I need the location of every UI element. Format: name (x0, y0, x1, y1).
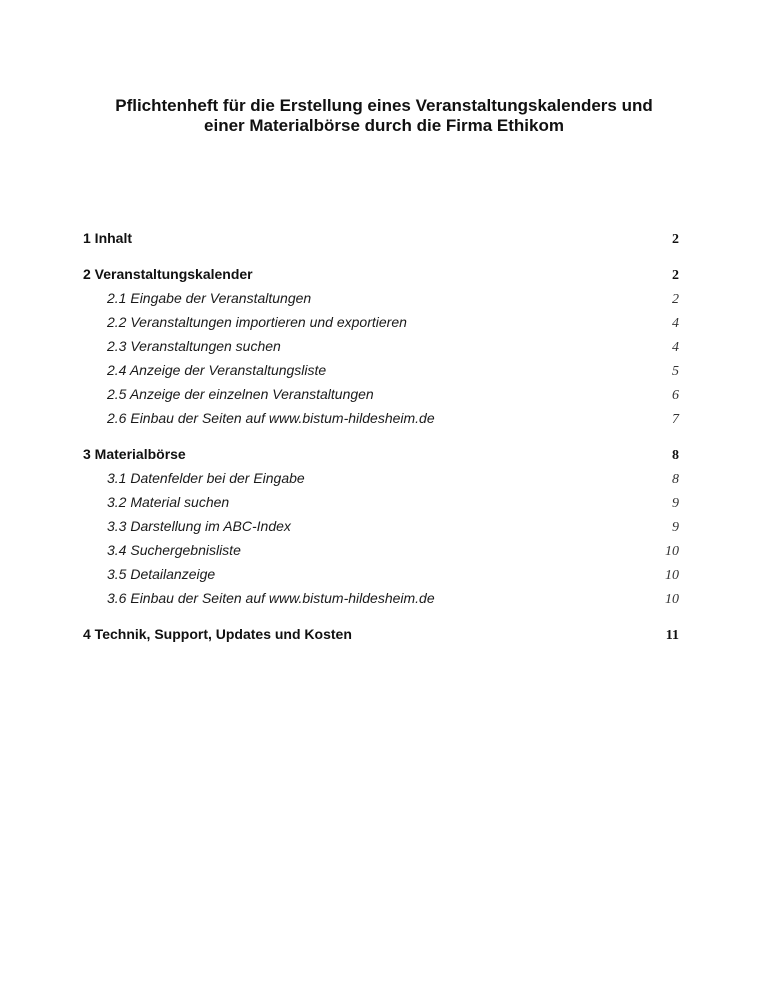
toc-entry-label: 2.2 Veranstaltungen importieren und exportieren (107, 314, 407, 330)
toc-entry-label: 2 Veranstaltungskalender (83, 266, 253, 282)
toc-entry-2-5[interactable] (83, 386, 679, 410)
table-of-contents (83, 230, 679, 650)
toc-entry-label: 2.5 Anzeige der einzelnen Veranstaltungen (107, 386, 374, 402)
toc-entry-label: 2.6 Einbau der Seiten auf www.bistum-hildesheim.de (107, 410, 435, 426)
toc-entry-page: 9 (672, 496, 679, 511)
toc-entry-1[interactable] (83, 230, 679, 254)
toc-entry-page: 2 (672, 292, 679, 307)
toc-entry-3-2[interactable] (83, 494, 679, 518)
toc-entry-page: 6 (672, 388, 679, 403)
toc-entry-4[interactable] (83, 626, 679, 650)
toc-entry-3-4[interactable] (83, 542, 679, 566)
toc-entry-label: 3.3 Darstellung im ABC-Index (107, 518, 291, 534)
toc-entry-2-2[interactable] (83, 314, 679, 338)
document-title (60, 96, 708, 136)
toc-entry-label: 2.3 Veranstaltungen suchen (107, 338, 281, 354)
toc-entry-3-5[interactable] (83, 566, 679, 590)
toc-entry-page: 8 (672, 472, 679, 487)
title-line-2: einer Materialbörse durch die Firma Ethikom (204, 116, 564, 135)
toc-entry-2-6[interactable] (83, 410, 679, 434)
toc-entry-2[interactable] (83, 266, 679, 290)
toc-entry-label: 3.6 Einbau der Seiten auf www.bistum-hildesheim.de (107, 590, 435, 606)
toc-entry-page: 10 (665, 544, 679, 559)
toc-entry-label: 3.1 Datenfelder bei der Eingabe (107, 470, 305, 486)
toc-entry-page: 4 (672, 340, 679, 355)
toc-entry-2-3[interactable] (83, 338, 679, 362)
toc-entry-page: 5 (672, 364, 679, 379)
toc-entry-3-1[interactable] (83, 470, 679, 494)
toc-entry-3[interactable] (83, 446, 679, 470)
toc-entry-page: 10 (665, 592, 679, 607)
toc-entry-page: 8 (672, 448, 679, 463)
toc-entry-2-4[interactable] (83, 362, 679, 386)
toc-entry-label: 2.1 Eingabe der Veranstaltungen (107, 290, 312, 306)
toc-entry-label: 4 Technik, Support, Updates und Kosten (83, 626, 352, 642)
toc-entry-label: 3.4 Suchergebnisliste (107, 542, 241, 558)
toc-entry-label: 3 Materialbörse (83, 446, 186, 462)
toc-entry-label: 3.2 Material suchen (107, 494, 230, 510)
title-line-1: Pflichtenheft für die Erstellung eines Veranstaltungskalenders und (115, 96, 653, 115)
toc-entry-label: 3.5 Detailanzeige (107, 566, 216, 582)
toc-entry-3-3[interactable] (83, 518, 679, 542)
toc-entry-page: 2 (672, 268, 679, 283)
toc-entry-page: 4 (672, 316, 679, 331)
toc-entry-page: 7 (672, 412, 679, 427)
toc-entry-label: 2.4 Anzeige der Veranstaltungsliste (107, 362, 327, 378)
toc-entry-3-6[interactable] (83, 590, 679, 614)
toc-entry-2-1[interactable] (83, 290, 679, 314)
toc-entry-label: 1 Inhalt (83, 230, 133, 246)
toc-entry-page: 11 (665, 628, 679, 643)
toc-entry-page: 9 (672, 520, 679, 535)
toc-entry-page: 2 (672, 232, 679, 247)
toc-entry-page: 10 (665, 568, 679, 583)
